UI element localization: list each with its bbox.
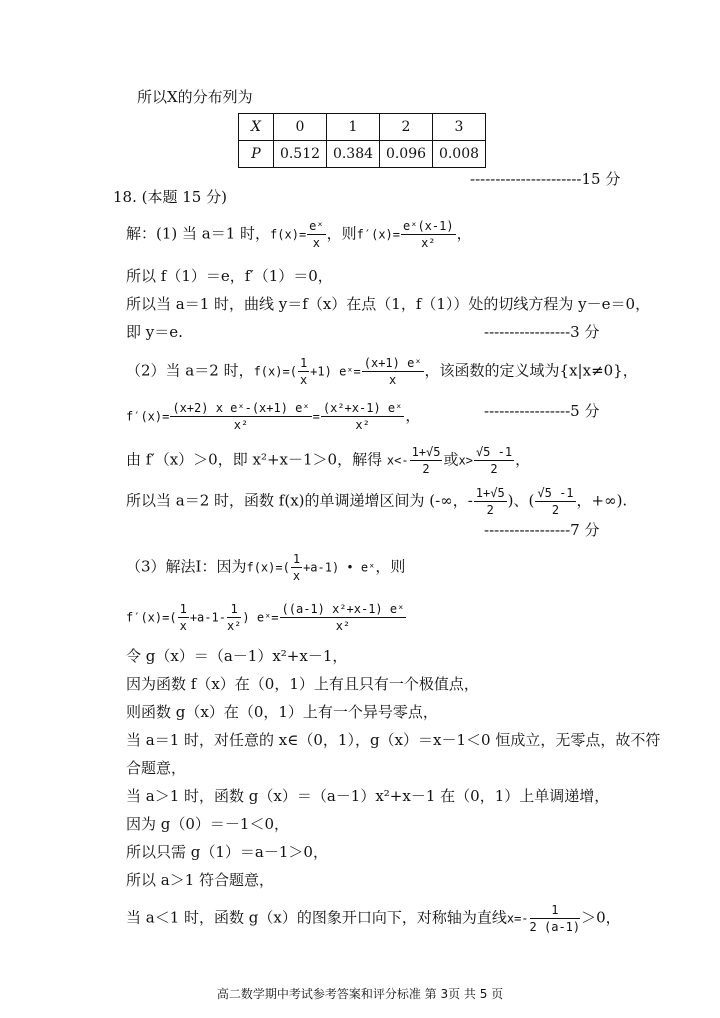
solution-line: 当 a＞1 时，函数 g（x）＝（a－1）x²+x－1 在（0，1）上单调递增，	[126, 787, 610, 805]
solution-line: 解：(1) 当 a＝1 时，f(x)= $\frac{\text{eˣ}}{x}$ ，则f′(x)= $\frac{\text{eˣ(x-1)}}{\text{x²}}$ ，	[126, 219, 472, 250]
text: ，则	[326, 224, 357, 243]
fraction: $\frac{\text{(x+2) x eˣ-(x+1) eˣ}}{\text{x²}}$	[172, 401, 310, 432]
question-title: 18. (本题 15 分)	[113, 188, 227, 206]
fraction: $\frac{1}{x}$	[299, 356, 308, 387]
solution-line: （2）当 a＝2 时，f(x)=( $\frac{1}{x}$ +1) eˣ= $\frac{\text{(x+1) eˣ}}{x}$ ，该函数的定义域为{x|x≠0}，	[126, 356, 638, 387]
score-marker: -----------------3 分	[484, 323, 600, 341]
solution-line: 所以当 a＝1 时，曲线 y＝f（x）在点（1，f（1））处的切线方程为 y－e＝0，	[126, 295, 651, 313]
table-cell: 2	[380, 114, 433, 141]
text: 解：(1) 当 a＝1 时，	[126, 224, 271, 243]
solution-line: 所以只需 g（1）＝a－1＞0，	[126, 843, 328, 861]
table-cell: 0.384	[327, 141, 380, 168]
solution-line: 即 y＝e.	[126, 323, 183, 341]
table-cell: 1	[327, 114, 380, 141]
table-cell: X	[239, 114, 274, 141]
solution-line: 则函数 g（x）在（0，1）上有一个异号零点，	[126, 703, 438, 721]
solution-line: f′(x)= $\frac{\text{(x+2) x eˣ-(x+1) eˣ}}{\text{x²}}$ = $\frac{\text{(x²+x-1) eˣ}}{\text{x²}}$ ，	[126, 401, 421, 432]
solution-line: 由 f′（x）＞0，即 x²+x－1＞0，解得 x<- $\frac{1+√5}{2}$ 或x> $\frac{√5 -1}{2}$ ，	[126, 445, 531, 476]
fraction: $\frac{\text{eˣ}}{x}$	[309, 219, 324, 250]
solution-line: 所以 f（1）＝e，f′（1）＝0，	[126, 267, 333, 285]
formula: f(x)=	[270, 227, 307, 242]
table-cell: 3	[433, 114, 486, 141]
solution-line: 所以 a＞1 符合题意，	[126, 871, 275, 889]
table-cell: 0	[274, 114, 327, 141]
distribution-intro: 所以X的分布列为	[137, 88, 253, 106]
solution-line: （3）解法Ⅰ：因为f(x)=( $\frac{1}{x}$ +a-1) • eˣ，则	[126, 552, 406, 583]
fraction: $\frac{\text{(x²+x-1) eˣ}}{\text{x²}}$	[322, 401, 403, 432]
score-marker: -----------------5 分	[484, 402, 600, 420]
fraction: $\frac{1+√5}{2}$	[411, 445, 441, 476]
solution-line: 合题意，	[126, 759, 187, 777]
fraction: $\frac{1}{x}$	[179, 602, 187, 633]
fraction: $\frac{√5 -1}{2}$	[537, 486, 574, 517]
fraction: $\frac{1}{\text{x²}}$	[226, 602, 242, 633]
distribution-table	[238, 113, 486, 168]
fraction: $\frac{\text{eˣ(x-1)}}{\text{x²}}$	[403, 219, 454, 250]
fraction: $\frac{\text{(x+1) eˣ}}{x}$	[363, 356, 422, 387]
solution-line: f′(x)=( $\frac{1}{x}$ +a-1- $\frac{1}{\text{x²}}$ ) eˣ= $\frac{\text{((a-1) x²+x-1) eˣ}}{\text{x²}}$	[126, 602, 405, 633]
solution-line: 令 g（x）＝（a－1）x²+x－1，	[126, 647, 348, 665]
score-marker: ----------------------15 分	[470, 170, 621, 188]
table-cell: 0.008	[433, 141, 486, 168]
solution-line: 因为函数 f（x）在（0，1）上有且只有一个极值点，	[126, 675, 479, 693]
solution-line: 当 a＝1 时，对任意的 x∈（0，1），g（x）＝x－1＜0 恒成立，无零点，故不符	[126, 731, 661, 749]
table-header-row	[239, 114, 486, 141]
table-row	[239, 141, 486, 168]
table-cell: 0.512	[274, 141, 327, 168]
fraction: $\frac{1}{x}$	[292, 552, 301, 583]
score-marker: -----------------7 分	[484, 521, 600, 539]
table-cell: 0.096	[380, 141, 433, 168]
table-cell: P	[239, 141, 274, 168]
fraction: $\frac{1+√5}{2}$	[475, 486, 505, 517]
fraction: $\frac{1}{2 (a-1)}$	[529, 903, 581, 934]
page-footer: 高二数学期中考试参考答案和评分标准 第 3页 共 5 页	[216, 987, 504, 1001]
solution-line: 所以当 a＝2 时，函数 f(x)的单调递增区间为 (-∞，- $\frac{1+√5}{2}$ )、( $\frac{√5 -1}{2}$ ，+∞).	[126, 486, 628, 517]
fraction: $\frac{√5 -1}{2}$	[475, 445, 513, 476]
formula: f′(x)=	[356, 227, 400, 242]
fraction: $\frac{\text{((a-1) x²+x-1) eˣ}}{\text{x²}}$	[281, 602, 405, 633]
solution-line: 因为 g（0）＝－1＜0，	[126, 815, 290, 833]
solution-line: 当 a＜1 时，函数 g（x）的图象开口向下，对称轴为直线x=- $\frac{1}{2 (a-1)}$ ＞0，	[126, 903, 621, 934]
